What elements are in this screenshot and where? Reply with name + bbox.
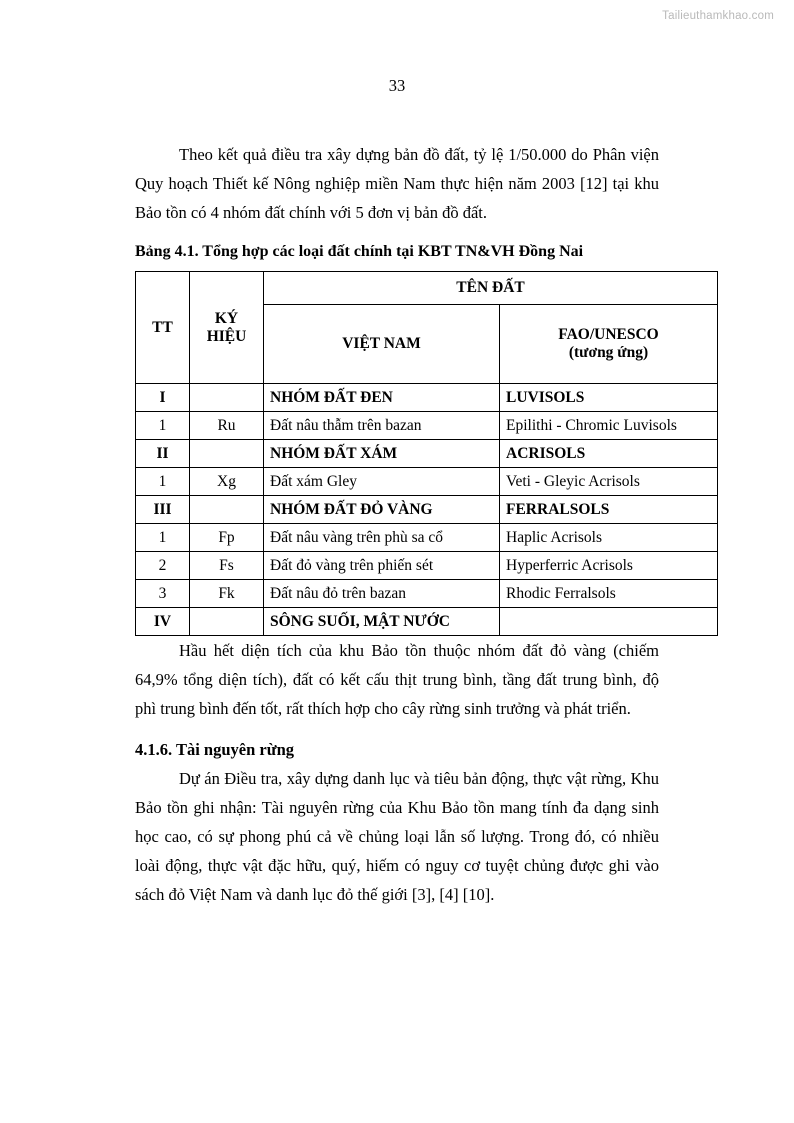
table-row — [136, 384, 718, 412]
cell-ky-hieu — [190, 440, 264, 468]
cell-viet-nam: Đất nâu đỏ trên bazan — [264, 580, 500, 608]
table-row — [136, 440, 718, 468]
cell-fao: Veti - Gleyic Acrisols — [500, 468, 718, 496]
paragraph-after-table: Hầu hết diện tích của khu Bảo tồn thuộc nhóm đất đỏ vàng (chiếm 64,9% tổng diện tích), đất có kết cấu thịt trung bình, tầng đất trung bình, độ phì trung bình đến tốt, rất thích hợp cho cây rừng sinh trưởng và phát triển. — [135, 641, 659, 718]
cell-viet-nam: Đất đỏ vàng trên phiến sét — [264, 552, 500, 580]
paragraph-intro: Theo kết quả điều tra xây dựng bản đồ đất, tỷ lệ 1/50.000 do Phân viện Quy hoạch Thiết kế Nông nghiệp miền Nam thực hiện năm 2003 [12] tại khu Bảo tồn có 4 nhóm đất chính với 5 đơn vị bản đồ đất. — [135, 145, 659, 222]
table-caption: Bảng 4.1. Tổng hợp các loại đất chính tại KBT TN&VH Đồng Nai — [135, 243, 584, 260]
cell-tt: 2 — [136, 552, 190, 580]
paragraph-forest-resources: Dự án Điều tra, xây dựng danh lục và tiêu bản động, thực vật rừng, Khu Bảo tồn ghi nhận: Tài nguyên rừng của Khu Bảo tồn mang tính đa dạng sinh học cao, có sự phong phú cả về chủng loại lẫn số lượng. Trong đó, có nhiều loài động, thực vật đặc hữu, quý, hiếm có nguy cơ tuyệt chủng được ghi vào sách đỏ Việt Nam và danh lục đỏ thế giới [3], [4] [10]. — [135, 769, 659, 904]
cell-fao: ACRISOLS — [500, 440, 718, 468]
table-body — [136, 384, 718, 636]
table-row — [136, 580, 718, 608]
cell-tt: I — [136, 384, 190, 412]
cell-fao: Epilithi - Chromic Luvisols — [500, 412, 718, 440]
table-header-row-1 — [136, 272, 718, 305]
table-row — [136, 496, 718, 524]
header-ky-hieu-line2: HIỆU — [206, 327, 247, 345]
table-row — [136, 608, 718, 636]
soil-types-table — [135, 271, 718, 636]
cell-fao — [500, 608, 718, 636]
table-row — [136, 412, 718, 440]
cell-ky-hieu: Xg — [190, 468, 264, 496]
header-fao-line1: FAO/UNESCO — [558, 326, 659, 343]
cell-viet-nam: NHÓM ĐẤT ĐỎ VÀNG — [264, 496, 500, 524]
table-row — [136, 468, 718, 496]
cell-ky-hieu — [190, 496, 264, 524]
cell-tt: III — [136, 496, 190, 524]
cell-fao: FERRALSOLS — [500, 496, 718, 524]
cell-ky-hieu: Fp — [190, 524, 264, 552]
header-ten-dat: TÊN ĐẤT — [264, 272, 718, 305]
cell-ky-hieu — [190, 608, 264, 636]
header-fao-line2: (tương ứng) — [568, 344, 649, 361]
page-number: 33 — [388, 76, 406, 95]
cell-ky-hieu — [190, 384, 264, 412]
cell-viet-nam: Đất nâu vàng trên phù sa cổ — [264, 524, 500, 552]
cell-ky-hieu: Fs — [190, 552, 264, 580]
cell-fao: Hyperferric Acrisols — [500, 552, 718, 580]
cell-ky-hieu: Ru — [190, 412, 264, 440]
header-viet-nam: VIỆT NAM — [264, 305, 500, 384]
cell-viet-nam: Đất xám Gley — [264, 468, 500, 496]
header-ky-hieu-line1: KÝ — [214, 309, 239, 327]
cell-tt: IV — [136, 608, 190, 636]
cell-viet-nam: Đất nâu thẫm trên bazan — [264, 412, 500, 440]
cell-tt: 3 — [136, 580, 190, 608]
table-header — [136, 272, 718, 384]
cell-fao: Haplic Acrisols — [500, 524, 718, 552]
header-tt: TT — [136, 272, 190, 384]
cell-viet-nam: SÔNG SUỐI, MẬT NƯỚC — [264, 608, 500, 636]
section-heading-forest-resources: 4.1.6. Tài nguyên rừng — [135, 740, 295, 759]
table-row — [136, 552, 718, 580]
cell-viet-nam: NHÓM ĐẤT ĐEN — [264, 384, 500, 412]
table-row — [136, 524, 718, 552]
cell-viet-nam: NHÓM ĐẤT XÁM — [264, 440, 500, 468]
cell-tt: 1 — [136, 412, 190, 440]
cell-tt: 1 — [136, 468, 190, 496]
cell-tt: 1 — [136, 524, 190, 552]
cell-tt: II — [136, 440, 190, 468]
cell-fao: Rhodic Ferralsols — [500, 580, 718, 608]
watermark-text: Tailieuthamkhao.com — [662, 10, 774, 22]
cell-fao: LUVISOLS — [500, 384, 718, 412]
header-ky-hieu — [190, 272, 264, 384]
page-content — [135, 140, 677, 909]
header-fao — [500, 305, 718, 384]
cell-ky-hieu: Fk — [190, 580, 264, 608]
